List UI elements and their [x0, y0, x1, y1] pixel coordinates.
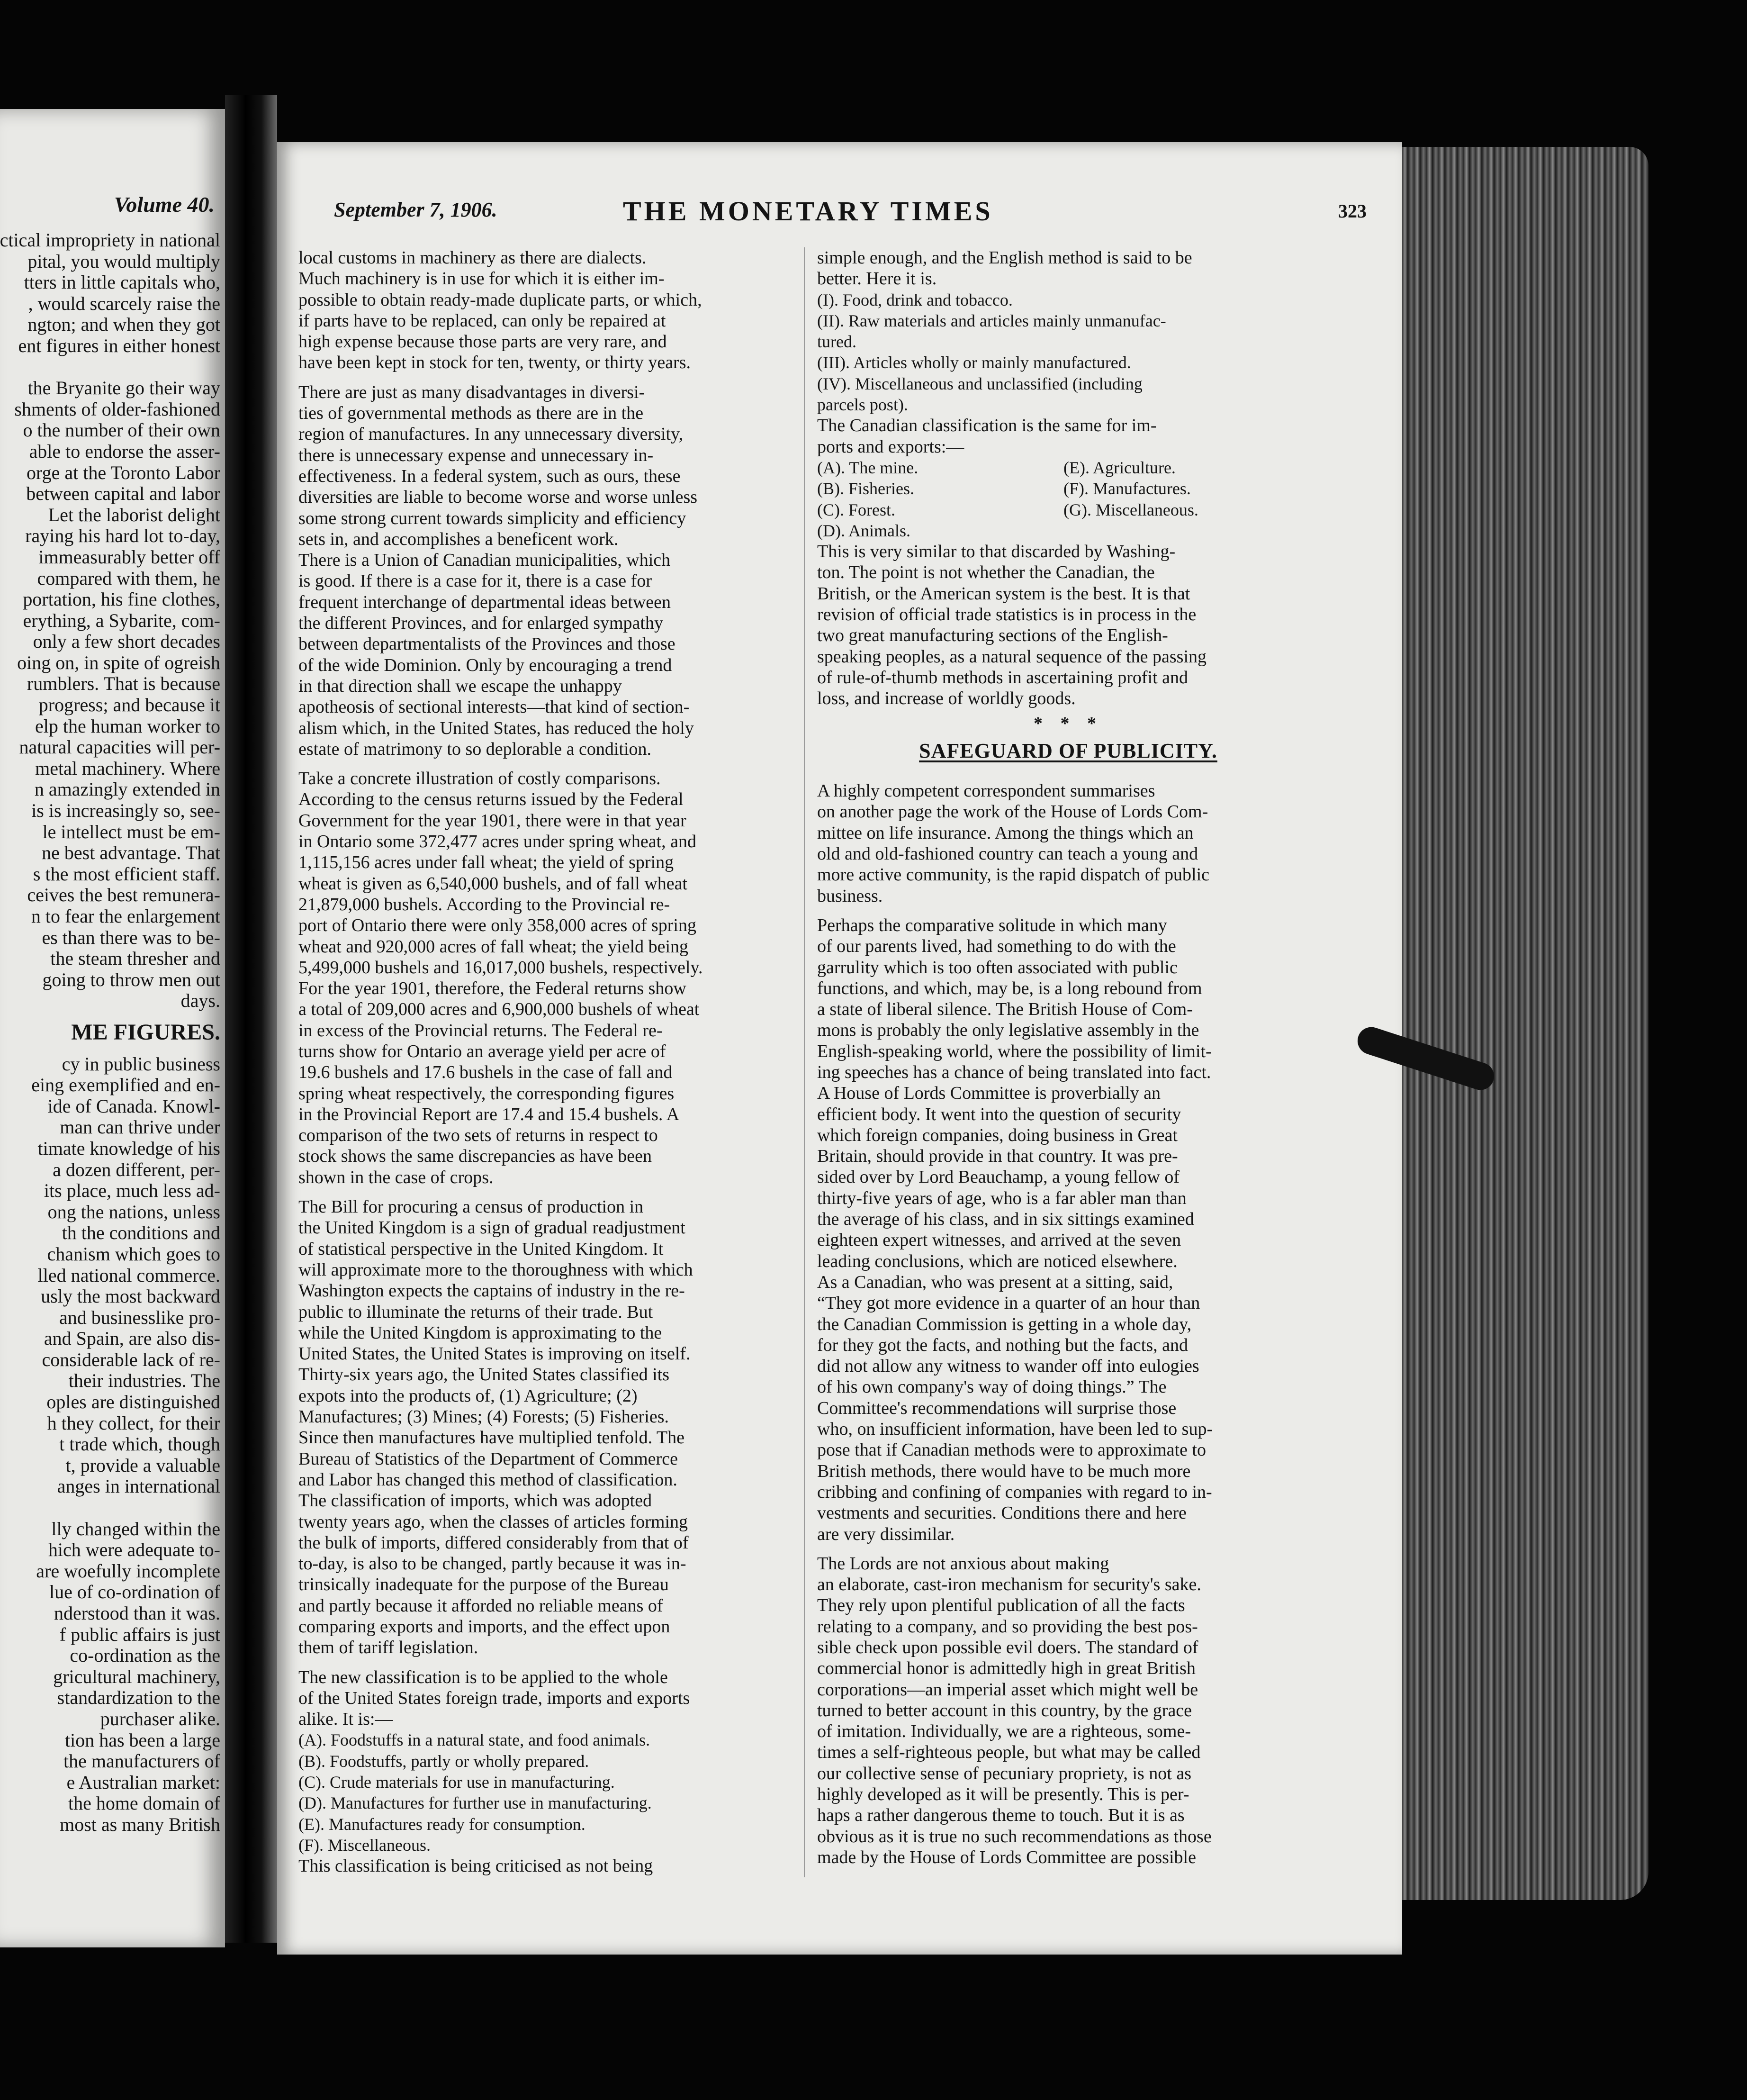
text-line: Let the laborist delight [48, 504, 220, 525]
col2-lines-e [817, 915, 1319, 1545]
text-line: eighteen expert witnesses, and arrived at the seven [817, 1230, 1181, 1250]
text-line: (III). Articles wholly or mainly manufactured. [817, 353, 1131, 372]
text-line: oples are distinguished [46, 1391, 220, 1413]
text-line: days. [180, 990, 220, 1012]
text-line: th the conditions and [62, 1222, 220, 1244]
col1-lines-e [298, 1667, 786, 1730]
text-line: 21,879,000 bushels. According to the Provincial re- [298, 894, 670, 914]
text-line: an elaborate, cast-iron mechanism for security's sake. [817, 1575, 1201, 1595]
text-line: on another page the work of the House of Lords Com- [817, 802, 1208, 822]
text-line: of his own company's way of doing things.” The [817, 1377, 1167, 1397]
text-line: tured. [817, 332, 856, 352]
text-line: apotheosis of sectional interests—that kind of section- [298, 697, 690, 717]
text-line: turned to better account in this country, by the grace [817, 1700, 1192, 1720]
text-line: in excess of the Provincial returns. The Federal re- [298, 1020, 663, 1041]
text-line: tion has been a large [64, 1729, 220, 1751]
text-line: more active community, is the rapid dispatch of public [817, 865, 1210, 885]
text-line: hich were adequate to- [48, 1539, 220, 1561]
col2-lines-c [817, 541, 1319, 709]
text-line: eing exemplified and en- [31, 1074, 220, 1096]
col1-lines-c [298, 768, 786, 1188]
text-line: (II). Raw materials and articles mainly unmanufac- [817, 311, 1166, 330]
text-line: ing speeches has a chance of being translated into fact. [817, 1062, 1211, 1082]
text-line: ceives the best remunera- [27, 884, 220, 906]
text-line: of statistical perspective in the United Kingdom. It [298, 1239, 664, 1259]
text-line: lue of co-ordination of [49, 1581, 220, 1603]
text-line: t trade which, though [59, 1433, 220, 1455]
text-line: vestments and securities. Conditions there and here [817, 1503, 1187, 1523]
text-line: (E). Manufactures ready for consumption. [298, 1814, 585, 1834]
text-line: co-ordination as the [70, 1645, 220, 1666]
text-line: Washington expects the captains of industry in the re- [298, 1281, 685, 1301]
text-line: raying his hard lot to-day, [25, 525, 220, 547]
col1-lines-b [298, 382, 786, 760]
text-line: of imitation. Individually, we are a righteous, some- [817, 1721, 1191, 1742]
text-line: This is very similar to that discarded by Washing- [817, 542, 1176, 562]
text-line: the home domain of [68, 1792, 220, 1814]
text-line: only a few short decades [33, 631, 220, 652]
left-page-header: Volume 40. [114, 192, 215, 217]
text-line: 19.6 bushels and 17.6 bushels in the case of fall and [298, 1062, 673, 1083]
text-line: ide of Canada. Knowl- [47, 1095, 220, 1117]
text-line: ton. The point is not whether the Canadian, the [817, 562, 1155, 583]
text-line: in Ontario some 372,477 acres under spring wheat, and [298, 832, 697, 852]
text-line [0, 1497, 220, 1519]
text-line: man can thrive under [60, 1116, 220, 1138]
text-line: sets in, and accomplishes a beneficent work. [298, 529, 619, 549]
text-line: did not allow any witness to wander off into eulogies [817, 1356, 1199, 1376]
text-line: ctical impropriety in national [0, 229, 220, 251]
classification-item: (B). Fisheries. [817, 479, 914, 498]
text-line: portation, his fine clothes, [23, 588, 220, 610]
text-line: shown in the case of crops. [298, 1167, 494, 1187]
text-line: and Spain, are also dis- [44, 1328, 220, 1349]
text-line: Government for the year 1901, there were in that year [298, 810, 686, 831]
text-line: s the most efficient staff. [33, 863, 220, 885]
text-line: le intellect must be em- [42, 821, 220, 842]
text-line: The classification of imports, which was adopted [298, 1491, 652, 1511]
text-line: Perhaps the comparative solitude in which many [817, 915, 1167, 935]
text-line: leading conclusions, which are noticed elsewhere. [817, 1251, 1178, 1271]
text-line: o the number of their own [23, 419, 220, 441]
text-line: pose that if Canadian methods were to approximate to [817, 1440, 1206, 1460]
text-line: are woefully incomplete [36, 1560, 220, 1582]
text-line: is is increasingly so, see- [31, 800, 220, 822]
text-line: timate knowledge of his [37, 1137, 220, 1159]
text-line: tters in little capitals who, [24, 272, 220, 293]
text-line: A House of Lords Committee is proverbially an [817, 1083, 1161, 1104]
col2-lines-b [817, 415, 1319, 457]
text-line: parcels post). [817, 395, 908, 415]
text-line: a total of 209,000 acres and 6,900,000 bushels of wheat [298, 999, 700, 1020]
col1-lines-d [298, 1196, 786, 1658]
text-line: lled national commerce. [37, 1264, 220, 1286]
text-line: corporations—an imperial asset which might well be [817, 1679, 1198, 1700]
text-line: ngton; and when they got [27, 314, 220, 335]
text-line: orge at the Toronto Labor [27, 462, 220, 483]
text-line: Since then manufactures have multiplied tenfold. The [298, 1428, 684, 1448]
text-line: nderstood than it was. [54, 1602, 220, 1624]
text-line: functions, and which, may be, is a long rebound from [817, 978, 1202, 998]
text-line: simple enough, and the English method is said to be [817, 248, 1192, 268]
text-line: who, on insufficient information, have been led to sup- [817, 1419, 1213, 1439]
text-line: erything, a Sybarite, com- [23, 609, 220, 631]
col2-lines-f [817, 1553, 1319, 1868]
classification-item: (G). Miscellaneous. [1063, 500, 1198, 519]
text-line: British, or the American system is the best. It is that [817, 583, 1190, 604]
text-line: for they got the facts, and nothing but the facts, and [817, 1335, 1189, 1355]
left-facing-page [0, 109, 225, 1947]
text-line: going to throw men out [42, 969, 220, 990]
text-line: of our parents lived, had something to do with the [817, 936, 1176, 957]
text-line: a dozen different, per- [53, 1159, 220, 1180]
text-line: revision of official trade statistics is in process in the [817, 605, 1197, 625]
text-line: (D). Manufactures for further use in manufacturing. [298, 1793, 652, 1813]
text-line: frequent interchange of departmental ideas between [298, 592, 671, 612]
text-line: local customs in machinery as there are dialects. [298, 248, 647, 268]
left-page-column [0, 230, 220, 1836]
main-page [277, 142, 1402, 1955]
text-line: and Labor has changed this method of classification. [298, 1469, 677, 1490]
text-line: most as many British [60, 1813, 220, 1835]
text-line: ne best advantage. That [42, 842, 220, 864]
text-line: chanism which goes to [47, 1243, 220, 1265]
col1-lines-f [298, 1856, 786, 1876]
text-line: two great manufacturing sections of the English- [817, 625, 1168, 646]
text-line: relating to a company, and so providing the best pos- [817, 1616, 1198, 1637]
text-line: t, provide a valuable [65, 1454, 220, 1476]
text-line: will approximate more to the thoroughness with which [298, 1259, 693, 1280]
text-line: alike. It is:— [298, 1709, 393, 1729]
text-line: alism which, in the United States, has reduced the holy [298, 718, 694, 738]
text-line: “They got more evidence in a quarter of an hour than [817, 1293, 1200, 1313]
text-line: ong the nations, unless [47, 1201, 220, 1222]
col2-lines-a [817, 247, 1319, 290]
text-line: stock shows the same discrepancies as have been [298, 1146, 652, 1167]
text-line: possible to obtain ready-made duplicate parts, or which, [298, 290, 702, 310]
classification-item: (E). Agriculture. [1063, 458, 1176, 477]
text-line: wheat is given as 6,540,000 bushels, and of fall wheat [298, 873, 688, 894]
text-line: comparing exports and imports, and the effect upon [298, 1617, 670, 1637]
text-line: have been kept in stock for ten, twenty, or thirty years. [298, 353, 691, 373]
left-lines-a [0, 230, 220, 1012]
text-line: Committee's recommendations will surprise those [817, 1398, 1177, 1418]
text-line: are very dissimilar. [817, 1524, 955, 1544]
text-line: Much machinery is in use for which it is either im- [298, 269, 665, 289]
text-line: n amazingly extended in [34, 778, 220, 800]
classification-item: (D). Animals. [817, 521, 910, 540]
text-line: its place, much less ad- [44, 1180, 220, 1202]
text-line: and partly because it afforded no reliable means of [298, 1595, 663, 1616]
text-line: As a Canadian, who was present at a sitting, said, [817, 1272, 1173, 1292]
paragraph-gap [817, 1545, 1319, 1553]
text-line: speaking peoples, as a natural sequence of the passing [817, 646, 1207, 667]
text-line: standardization to the [57, 1687, 220, 1709]
text-line: This classification is being criticised as not being [298, 1856, 653, 1876]
text-line: there is unnecessary expense and unnecessary in- [298, 445, 654, 465]
text-line: anges in international [57, 1475, 220, 1497]
text-line: comparison of the two sets of returns in respect to [298, 1125, 658, 1146]
classification-item: (A). The mine. [817, 458, 919, 477]
text-line: considerable lack of re- [42, 1349, 220, 1370]
text-line: commercial honor is admittedly high in great British [817, 1658, 1196, 1679]
text-line: of rule-of-thumb methods in ascertaining profit and [817, 667, 1189, 688]
text-line: the Canadian Commission is getting in a whole day, [817, 1314, 1192, 1334]
text-line: According to the census returns issued by the Federal [298, 789, 684, 810]
text-line: oing on, in spite of ogreish [17, 652, 220, 673]
column-rule [804, 247, 805, 1877]
text-line: spring wheat respectively, the corresponding figures [298, 1083, 675, 1104]
issue-date: September 7, 1906. [334, 198, 497, 221]
paragraph-gap [298, 760, 786, 768]
text-line: There are just as many disadvantages in diversi- [298, 382, 645, 402]
text-line: turns show for Ontario an average yield per acre of [298, 1041, 666, 1061]
classification-item: (C). Forest. [817, 500, 895, 519]
text-line: Thirty-six years ago, the United States classified its [298, 1365, 670, 1385]
text-line: The Canadian classification is the same for im- [817, 416, 1157, 436]
text-line: is good. If there is a case for it, there is a case for [298, 571, 652, 591]
text-line: sible check upon possible evil doers. The standard of [817, 1638, 1198, 1657]
text-line: the United Kingdom is a sign of gradual readjustment [298, 1218, 685, 1238]
text-line: between departmentalists of the Provinces and those [298, 634, 675, 654]
left-lines-b [0, 1054, 220, 1836]
page-edges [1402, 147, 1648, 1900]
text-line: the steam thresher and [50, 948, 220, 969]
text-line: f public affairs is just [59, 1623, 220, 1645]
text-line: Manufactures; (3) Mines; (4) Forests; (5) Fisheries. [298, 1407, 669, 1427]
text-line: 5,499,000 bushels and 16,017,000 bushels, respectively. [298, 957, 703, 978]
text-line: English-speaking world, where the possibility of limit- [817, 1041, 1212, 1061]
text-line: diversities are liable to become worse and worse unless [298, 487, 698, 507]
column-2 [817, 247, 1319, 1868]
text-line: times a self-righteous people, but what may be called [817, 1742, 1201, 1763]
text-line: lly changed within the [51, 1518, 220, 1539]
text-line: estate of matrimony to so deplorable a condition. [298, 739, 652, 759]
text-line: metal machinery. Where [35, 757, 220, 779]
text-line: able to endorse the asser- [29, 440, 220, 462]
classification-row [817, 499, 1319, 520]
text-line: rumblers. That is because [27, 673, 220, 695]
text-line: the average of his class, and in six sittings examined [817, 1209, 1194, 1230]
text-line: obvious as it is true no such recommendations as those [817, 1826, 1212, 1847]
text-line: which foreign companies, doing business in Great [817, 1125, 1178, 1145]
text-line: elp the human worker to [35, 715, 220, 737]
text-line: their industries. The [68, 1370, 220, 1392]
text-line: (B). Foodstuffs, partly or wholly prepared. [298, 1751, 589, 1771]
text-line: mittee on life insurance. Among the things which an [817, 823, 1194, 843]
col1-classification-list [298, 1729, 786, 1856]
text-line: shments of older-fashioned [14, 398, 220, 420]
text-line: British methods, there would have to be much more [817, 1461, 1191, 1481]
text-line: thirty-five years of age, who is a far abler man than [817, 1188, 1187, 1208]
text-line: them of tariff legislation. [298, 1638, 478, 1658]
text-line: immeasurably better off [38, 546, 220, 568]
text-line: ports and exports:— [817, 436, 964, 457]
column-1 [298, 247, 786, 1877]
col2-lines-d [817, 780, 1319, 906]
text-line: purchaser alike. [100, 1708, 220, 1729]
paragraph-gap [298, 1188, 786, 1196]
text-line: sided over by Lord Beauchamp, a young fellow of [817, 1167, 1180, 1187]
text-line: better. Here it is. [817, 269, 937, 289]
text-line: Britain, should provide in that country. It was pre- [817, 1146, 1178, 1167]
text-line: (IV). Miscellaneous and unclassified (including [817, 374, 1143, 393]
text-line: our collective sense of pecuniary propriety, is not as [817, 1763, 1192, 1783]
text-line: highly developed as it will be presently. This is per- [817, 1784, 1189, 1805]
text-line: a state of liberal silence. The British House of Com- [817, 999, 1193, 1020]
section-ornament: * * * [1034, 713, 1103, 733]
text-line: Bureau of Statistics of the Department of Commerce [298, 1448, 678, 1469]
text-line: cribbing and confining of companies with regard to in- [817, 1482, 1212, 1502]
classification-row [817, 457, 1319, 478]
paragraph-gap [817, 906, 1319, 915]
text-line: n to fear the enlargement [31, 905, 220, 927]
text-line: if parts have to be replaced, can only be repaired at [298, 310, 666, 331]
text-line: efficient body. It went into the question of security [817, 1104, 1181, 1124]
text-line: old and old-fashioned country can teach a young and [817, 844, 1198, 864]
section-title: SAFEGUARD OF PUBLICITY. [919, 739, 1217, 762]
text-line: the different Provinces, and for enlarged sympathy [298, 613, 663, 634]
text-line: gricultural machinery, [53, 1666, 220, 1687]
text-line: garrulity which is too often associated with public [817, 957, 1178, 978]
text-line: loss, and increase of worldly goods. [817, 688, 1076, 709]
text-line: (A). Foodstuffs in a natural state, and food animals. [298, 1730, 650, 1750]
classification-item: (F). Manufactures. [1063, 479, 1191, 498]
text-line: some strong current towards simplicity and efficiency [298, 508, 686, 528]
text-line: (F). Miscellaneous. [298, 1835, 431, 1855]
text-line: , would scarcely raise the [28, 292, 220, 314]
text-line: to-day, is also to be changed, partly because it was in- [298, 1554, 686, 1574]
text-line: public to illuminate the returns of their trade. But [298, 1302, 653, 1322]
running-head [334, 195, 1367, 228]
text-line: For the year 1901, therefore, the Federal returns show [298, 978, 686, 999]
page-number: 323 [1338, 200, 1367, 222]
text-line: the bulk of imports, differed considerably from that of [298, 1532, 689, 1553]
classification-row [817, 520, 1319, 541]
text-line: the manufacturers of [63, 1750, 220, 1772]
text-line: United States, the United States is improving on itself. [298, 1344, 691, 1364]
text-line: They rely upon plentiful publication of all the facts [817, 1595, 1185, 1616]
text-line: A highly competent correspondent summarises [817, 781, 1155, 801]
text-line: mons is probably the only legislative assembly in the [817, 1020, 1199, 1041]
text-line: in the Provincial Report are 17.4 and 15.4 bushels. A [298, 1104, 680, 1124]
paragraph-gap [298, 1658, 786, 1667]
text-line: of the United States foreign trade, imports and exports [298, 1688, 690, 1708]
text-line: The Bill for procuring a census of production in [298, 1197, 644, 1217]
text-line: ties of governmental methods as there are in the [298, 403, 644, 424]
left-section-heading: ME FIGURES. [71, 1019, 220, 1045]
text-line: The new classification is to be applied to the whole [298, 1667, 668, 1687]
text-line: while the United Kingdom is approximating to the [298, 1322, 662, 1343]
text-line: (C). Crude materials for use in manufacturing. [298, 1773, 615, 1792]
text-line: business. [817, 886, 883, 906]
text-line: haps a rather dangerous theme to touch. But it is as [817, 1805, 1185, 1826]
text-line: (I). Food, drink and tobacco. [817, 290, 1013, 309]
text-line: progress; and because it [38, 694, 220, 716]
text-line [0, 357, 220, 378]
text-line: compared with them, he [37, 567, 220, 589]
text-line: e Australian market: [66, 1771, 220, 1793]
text-line: natural capacities will per- [19, 736, 220, 758]
text-line: es than there was to be- [42, 926, 220, 948]
text-line: twenty years ago, when the classes of articles forming [298, 1512, 688, 1532]
text-line: expots into the products of, (1) Agriculture; (2) [298, 1385, 638, 1406]
paragraph-gap [298, 373, 786, 382]
text-line: region of manufactures. In any unnecessary diversity, [298, 424, 684, 444]
classification-row [817, 478, 1319, 499]
text-line: pital, you would multiply [27, 250, 220, 272]
text-line: trinsically inadequate for the purpose of the Bureau [298, 1575, 669, 1595]
journal-title: THE MONETARY TIMES [623, 196, 993, 226]
text-line: of the wide Dominion. Only by encouraging a trend [298, 655, 672, 675]
text-line: port of Ontario there were only 358,000 acres of spring [298, 915, 696, 936]
text-line: Take a concrete illustration of costly comparisons. [298, 769, 661, 789]
text-line: usly the most backward [41, 1285, 220, 1307]
text-line: The Lords are not anxious about making [817, 1553, 1109, 1574]
text-line: made by the House of Lords Committee are possible [817, 1847, 1196, 1867]
col1-lines-a [298, 247, 786, 373]
text-line: wheat and 920,000 acres of fall wheat; the yield being [298, 936, 689, 957]
text-line: cy in public business [62, 1053, 220, 1075]
text-line: in that direction shall we escape the unhappy [298, 676, 622, 696]
text-line: 1,115,156 acres under fall wheat; the yield of spring [298, 852, 674, 873]
text-line: There is a Union of Canadian municipalities, which [298, 550, 671, 570]
text-line: the Bryanite go their way [27, 377, 220, 399]
col2-english-list [817, 290, 1319, 416]
text-line: high expense because those parts are very rare, and [298, 332, 667, 352]
text-line: h they collect, for their [47, 1412, 220, 1434]
text-line: ent figures in either honest [18, 335, 220, 356]
book-gutter [225, 95, 277, 1943]
col2-canadian-list [817, 457, 1319, 541]
text-line: effectiveness. In a federal system, such as ours, these [298, 466, 681, 486]
text-line: between capital and labor [26, 483, 220, 505]
text-line: and businesslike pro- [59, 1306, 220, 1328]
